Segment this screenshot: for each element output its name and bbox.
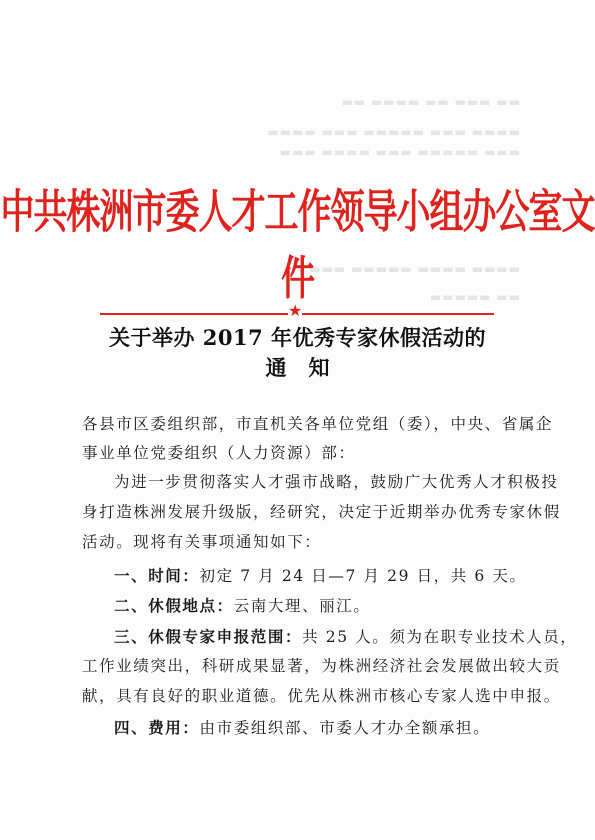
letterhead-title: 中共株洲市委人才工作领导小组办公室文件: [0, 185, 595, 306]
item-cost-text: 由市委组织部、市委人才办全额承担。: [199, 719, 491, 737]
item-cost-label: 四、费用：: [114, 718, 200, 737]
bleed-through-decoration: ▬▬▬▬ ▬▬▬ ▬▬▬▬▬ ▬▬▬ ▬▬▬▬: [266, 125, 520, 139]
intro-line3: 活动。现将有关事项通知如下：: [82, 533, 322, 551]
item-location-text: 云南大理、丽江。: [233, 597, 371, 615]
item-time-label: 一、时间：: [114, 566, 200, 585]
item-scope-label: 三、休假专家申报范围：: [114, 627, 303, 646]
red-rule-right: [302, 313, 494, 315]
item-location: [114, 591, 556, 621]
item-scope-line3: 献，具有良好的职业道德。优先从株洲市核心专家人选中申报。: [82, 687, 561, 705]
item-location-label: 二、休假地点：: [114, 596, 234, 615]
item-scope: [114, 622, 578, 652]
addressee-line2: 事业单位党委组织（人力资源）部：: [82, 444, 356, 462]
addressee-line1: 各县市区委组织部，市直机关各单位党组（委），中央、省属企: [82, 415, 554, 433]
bleed-through-decoration: ▬▬▬▬ ▬▬▬▬ ▬▬▬▬▬ ▬▬▬: [308, 262, 520, 276]
bleed-through-decoration: ▬▬ ▬▬▬▬▬: [428, 290, 520, 304]
item-time-text: 初定 7 月 24 日—7 月 29 日，共 6 天。: [199, 567, 527, 585]
star-icon: ★: [288, 301, 303, 320]
bleed-through-decoration: ▬▬ ▬▬▬ ▬▬ ▬▬▬▬ ▬▬: [340, 95, 520, 109]
item-scope-line2: 工作业绩突出，科研成果显著，为株洲经济社会发展做出较大贡: [82, 657, 561, 675]
item-time: [114, 561, 556, 591]
intro-line1: 为进一步贯彻落实人才强市战略，鼓励广大优秀人才积极投: [114, 473, 559, 491]
item-cost: [114, 713, 556, 743]
item-scope-text: 共 25 人。须为在职专业技术人员，: [302, 628, 578, 646]
bleed-through-decoration: ▬▬▬ ▬▬▬▬▬ ▬▬▬ ▬▬▬▬ ▬▬▬: [278, 145, 520, 159]
notice-title-line2: 通知: [265, 355, 352, 380]
intro-line2: 身打造株洲发展升级版，经研究，决定于近期举办优秀专家休假: [82, 503, 561, 521]
red-rule-left: [100, 313, 288, 315]
notice-title-line1: 关于举办 2017 年优秀专家休假活动的: [108, 325, 487, 350]
